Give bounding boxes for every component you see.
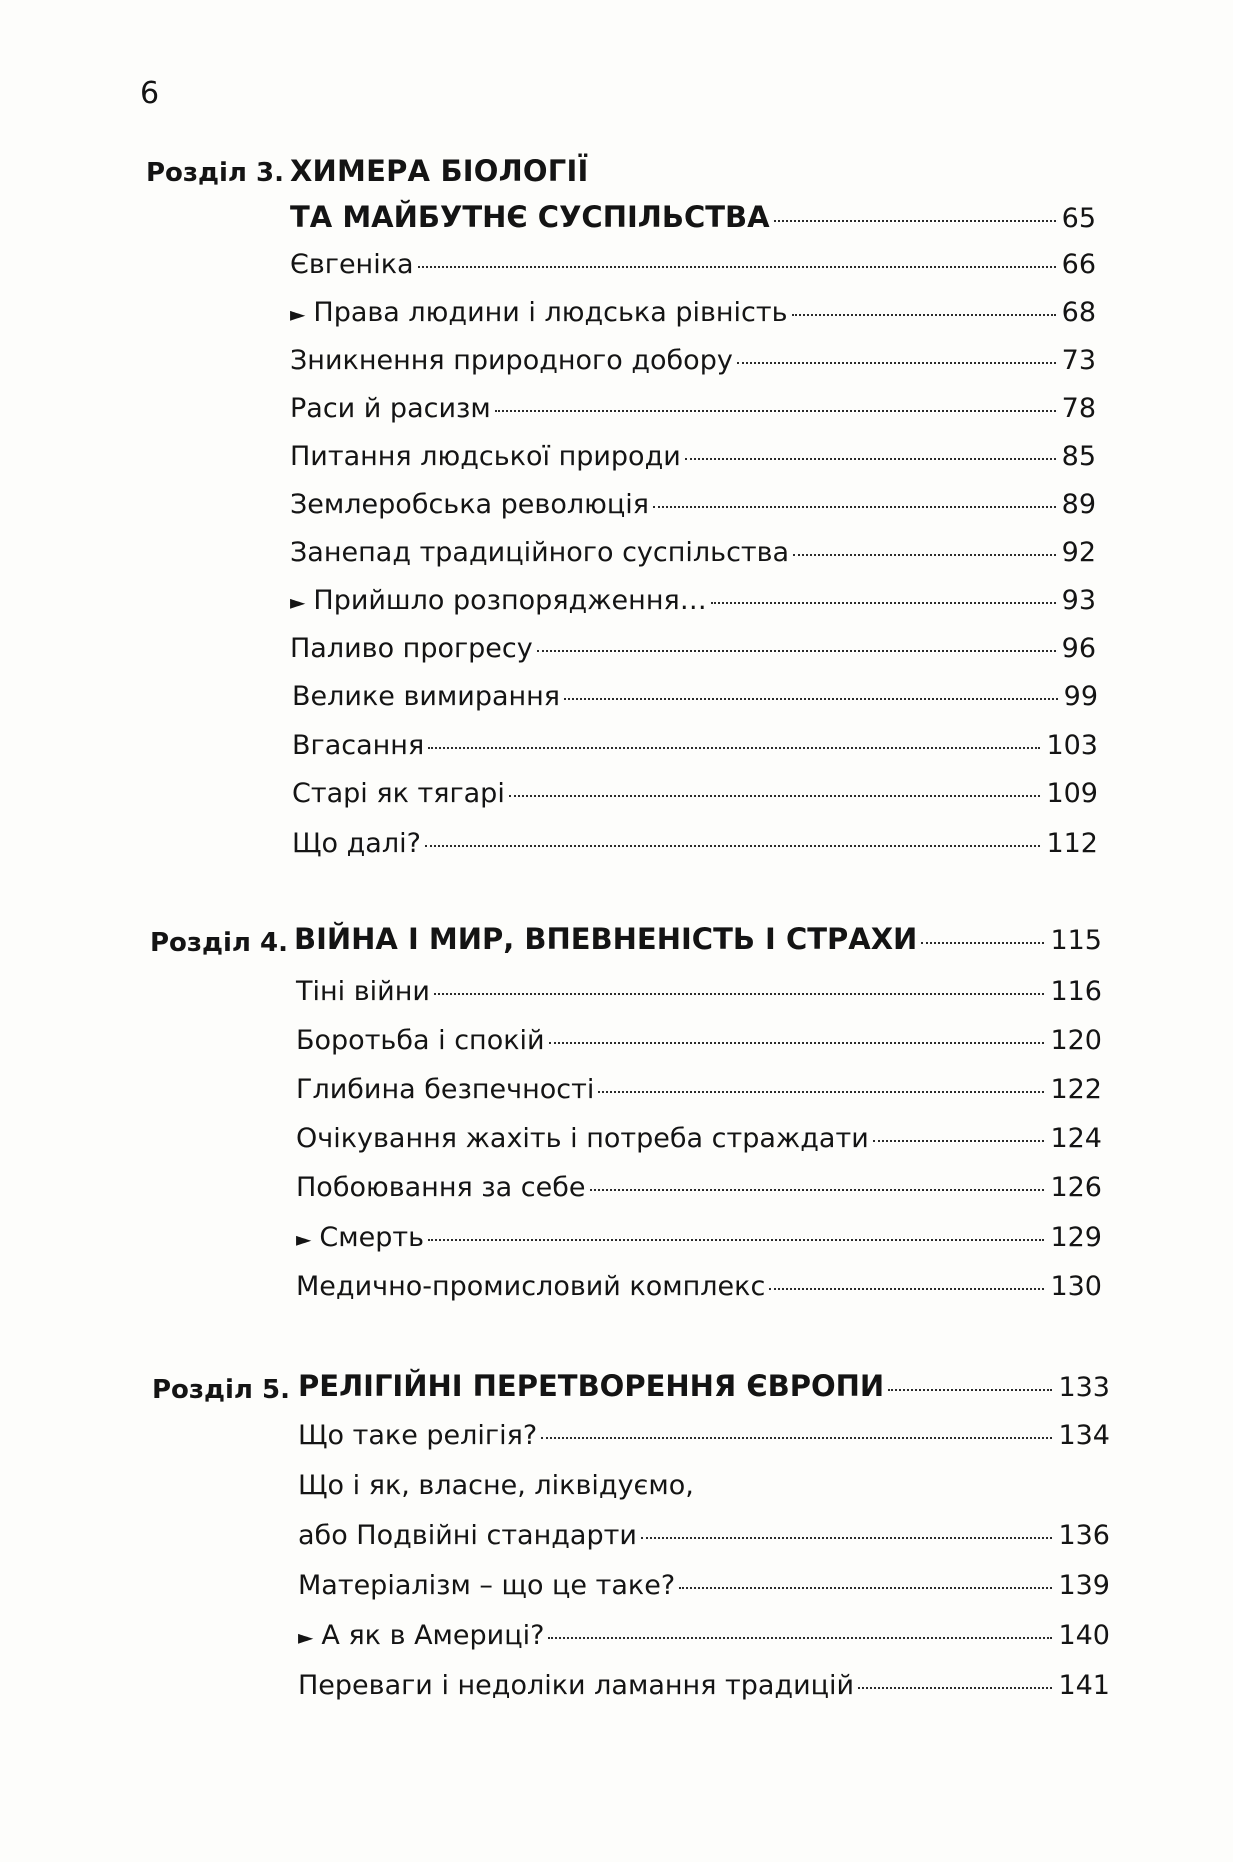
entry-page: 103 xyxy=(1046,730,1098,761)
entry-page: 68 xyxy=(1061,297,1096,328)
chapter-5-page: 133 xyxy=(1058,1372,1110,1403)
toc-entry[interactable] xyxy=(298,1670,1110,1701)
chapter-4-label: Розділ 4. xyxy=(150,928,288,958)
dot-leader xyxy=(888,1389,1052,1391)
toc-entry[interactable] xyxy=(298,1620,1110,1651)
dot-leader xyxy=(793,554,1056,556)
entry-title: Тіні війни xyxy=(296,976,430,1007)
entry-title: Що таке релігія? xyxy=(298,1420,538,1451)
chapter-3-label: Розділ 3. xyxy=(146,158,284,188)
entry-page: 78 xyxy=(1061,393,1096,424)
chapter-4-title: ВІЙНА І МИР, ВПЕВНЕНІСТЬ І СТРАХИ xyxy=(294,922,918,956)
entry-title: Глибина безпечності xyxy=(296,1074,595,1105)
chapter-4-heading-row[interactable] xyxy=(294,922,1102,956)
entry-title: Медично-промисловий комплекс xyxy=(296,1271,766,1302)
entry-page: 140 xyxy=(1058,1620,1110,1651)
entry-title: Смерть xyxy=(319,1222,425,1253)
toc-entry[interactable] xyxy=(290,249,1096,280)
entry-title: Матеріалізм – що це таке? xyxy=(298,1570,676,1601)
toc-entry[interactable] xyxy=(290,441,1096,472)
dot-leader xyxy=(711,602,1056,604)
toc-entry[interactable] xyxy=(290,393,1096,424)
entry-title: Боротьба і спокій xyxy=(296,1025,545,1056)
toc-entry[interactable] xyxy=(296,1123,1102,1154)
entry-page: 89 xyxy=(1061,489,1096,520)
toc-entry[interactable] xyxy=(292,681,1098,712)
dot-leader xyxy=(537,650,1056,652)
entry-page: 130 xyxy=(1050,1271,1102,1302)
entry-page: 116 xyxy=(1050,976,1102,1007)
entry-page: 136 xyxy=(1058,1520,1110,1551)
entry-title: Права людини і людська рівність xyxy=(313,297,788,328)
dot-leader xyxy=(858,1687,1052,1689)
dot-leader xyxy=(685,458,1056,460)
toc-entry[interactable] xyxy=(296,1172,1102,1203)
entry-title: Вгасання xyxy=(292,730,425,761)
chapter-3-heading-row[interactable] xyxy=(290,200,1096,234)
entry-page: 109 xyxy=(1046,778,1098,809)
entry-page: 139 xyxy=(1058,1570,1110,1601)
entry-page: 66 xyxy=(1061,249,1096,280)
dot-leader xyxy=(590,1189,1045,1191)
dot-leader xyxy=(921,942,1044,944)
dot-leader xyxy=(418,266,1056,268)
entry-title: Побоювання за себе xyxy=(296,1172,586,1203)
entry-title: А як в Америці? xyxy=(321,1620,545,1651)
dot-leader xyxy=(425,845,1041,847)
entry-title-line1: Що і як, власне, ліквідуємо, xyxy=(298,1470,694,1501)
dot-leader xyxy=(548,1637,1052,1639)
entry-page: 85 xyxy=(1061,441,1096,472)
chapter-4-page: 115 xyxy=(1050,925,1102,956)
dot-leader xyxy=(679,1587,1052,1589)
entry-title: Землеробська революція xyxy=(290,489,649,520)
toc-entry[interactable] xyxy=(290,489,1096,520)
chapter-3-title-line2: ТА МАЙБУТНЄ СУСПІЛЬСТВА xyxy=(290,200,770,234)
dot-leader xyxy=(598,1091,1044,1093)
entry-title: Велике вимирання xyxy=(292,681,561,712)
dot-leader xyxy=(774,220,1056,222)
toc-entry[interactable] xyxy=(292,828,1098,859)
chapter-3-title-line1: ХИМЕРА БІОЛОГІЇ xyxy=(290,154,589,188)
entry-title: Раси й расизм xyxy=(290,393,491,424)
toc-entry[interactable] xyxy=(290,537,1096,568)
toc-entry[interactable] xyxy=(298,1420,1110,1451)
entry-title: Що далі? xyxy=(292,828,421,859)
entry-page: 112 xyxy=(1046,828,1098,859)
triangle-marker-icon: ► xyxy=(298,1625,314,1649)
triangle-marker-icon: ► xyxy=(296,1227,312,1251)
dot-leader xyxy=(641,1537,1053,1539)
entry-page: 126 xyxy=(1050,1172,1102,1203)
dot-leader xyxy=(495,410,1056,412)
toc-entry[interactable] xyxy=(296,976,1102,1007)
dot-leader xyxy=(434,993,1045,995)
toc-entry[interactable] xyxy=(290,345,1096,376)
triangle-marker-icon: ► xyxy=(290,302,306,326)
entry-title: Старі як тягарі xyxy=(292,778,505,809)
entry-page: 92 xyxy=(1061,537,1096,568)
dot-leader xyxy=(509,795,1041,797)
dot-leader xyxy=(549,1042,1045,1044)
entry-page: 134 xyxy=(1058,1420,1110,1451)
entry-page: 141 xyxy=(1058,1670,1110,1701)
entry-page: 99 xyxy=(1063,681,1098,712)
toc-entry[interactable] xyxy=(296,1271,1102,1302)
entry-title: Паливо прогресу xyxy=(290,633,533,664)
toc-entry[interactable] xyxy=(290,633,1096,664)
entry-page: 96 xyxy=(1061,633,1096,664)
entry-title: Очікування жахіть і потреба страждати xyxy=(296,1123,869,1154)
entry-title: Прийшло розпорядження… xyxy=(313,585,707,616)
dot-leader xyxy=(769,1288,1044,1290)
entry-page: 129 xyxy=(1050,1222,1102,1253)
toc-entry[interactable] xyxy=(292,778,1098,809)
dot-leader xyxy=(737,362,1056,364)
dot-leader xyxy=(541,1437,1052,1439)
dot-leader xyxy=(873,1140,1045,1142)
entry-page: 122 xyxy=(1050,1074,1102,1105)
dot-leader xyxy=(653,506,1056,508)
chapter-5-heading-row[interactable] xyxy=(298,1369,1110,1403)
entry-page: 73 xyxy=(1061,345,1096,376)
triangle-marker-icon: ► xyxy=(290,590,306,614)
toc-entry[interactable] xyxy=(292,730,1098,761)
entry-title: Занепад традиційного суспільства xyxy=(290,537,790,568)
page-number: 6 xyxy=(140,76,160,111)
entry-title: Зникнення природного добору xyxy=(290,345,733,376)
toc-entry[interactable] xyxy=(298,1520,1110,1551)
chapter-5-label: Розділ 5. xyxy=(152,1375,290,1405)
toc-entry[interactable] xyxy=(296,1222,1102,1253)
dot-leader xyxy=(564,698,1058,700)
entry-title: Переваги і недоліки ламання традицій xyxy=(298,1670,855,1701)
entry-page: 93 xyxy=(1061,585,1096,616)
dot-leader xyxy=(428,1239,1044,1241)
dot-leader xyxy=(428,747,1040,749)
toc-entry[interactable] xyxy=(298,1570,1110,1601)
toc-entry[interactable] xyxy=(290,585,1096,616)
dot-leader xyxy=(792,314,1056,316)
entry-page: 124 xyxy=(1050,1123,1102,1154)
chapter-5-title: РЕЛІГІЙНІ ПЕРЕТВОРЕННЯ ЄВРОПИ xyxy=(298,1369,885,1403)
entry-title: Питання людської природи xyxy=(290,441,681,472)
toc-entry[interactable] xyxy=(296,1025,1102,1056)
toc-entry[interactable] xyxy=(290,297,1096,328)
entry-title: або Подвійні стандарти xyxy=(298,1520,637,1551)
entry-page: 120 xyxy=(1050,1025,1102,1056)
entry-title: Євгеніка xyxy=(290,249,414,280)
chapter-3-page: 65 xyxy=(1061,203,1096,234)
toc-entry[interactable] xyxy=(296,1074,1102,1105)
